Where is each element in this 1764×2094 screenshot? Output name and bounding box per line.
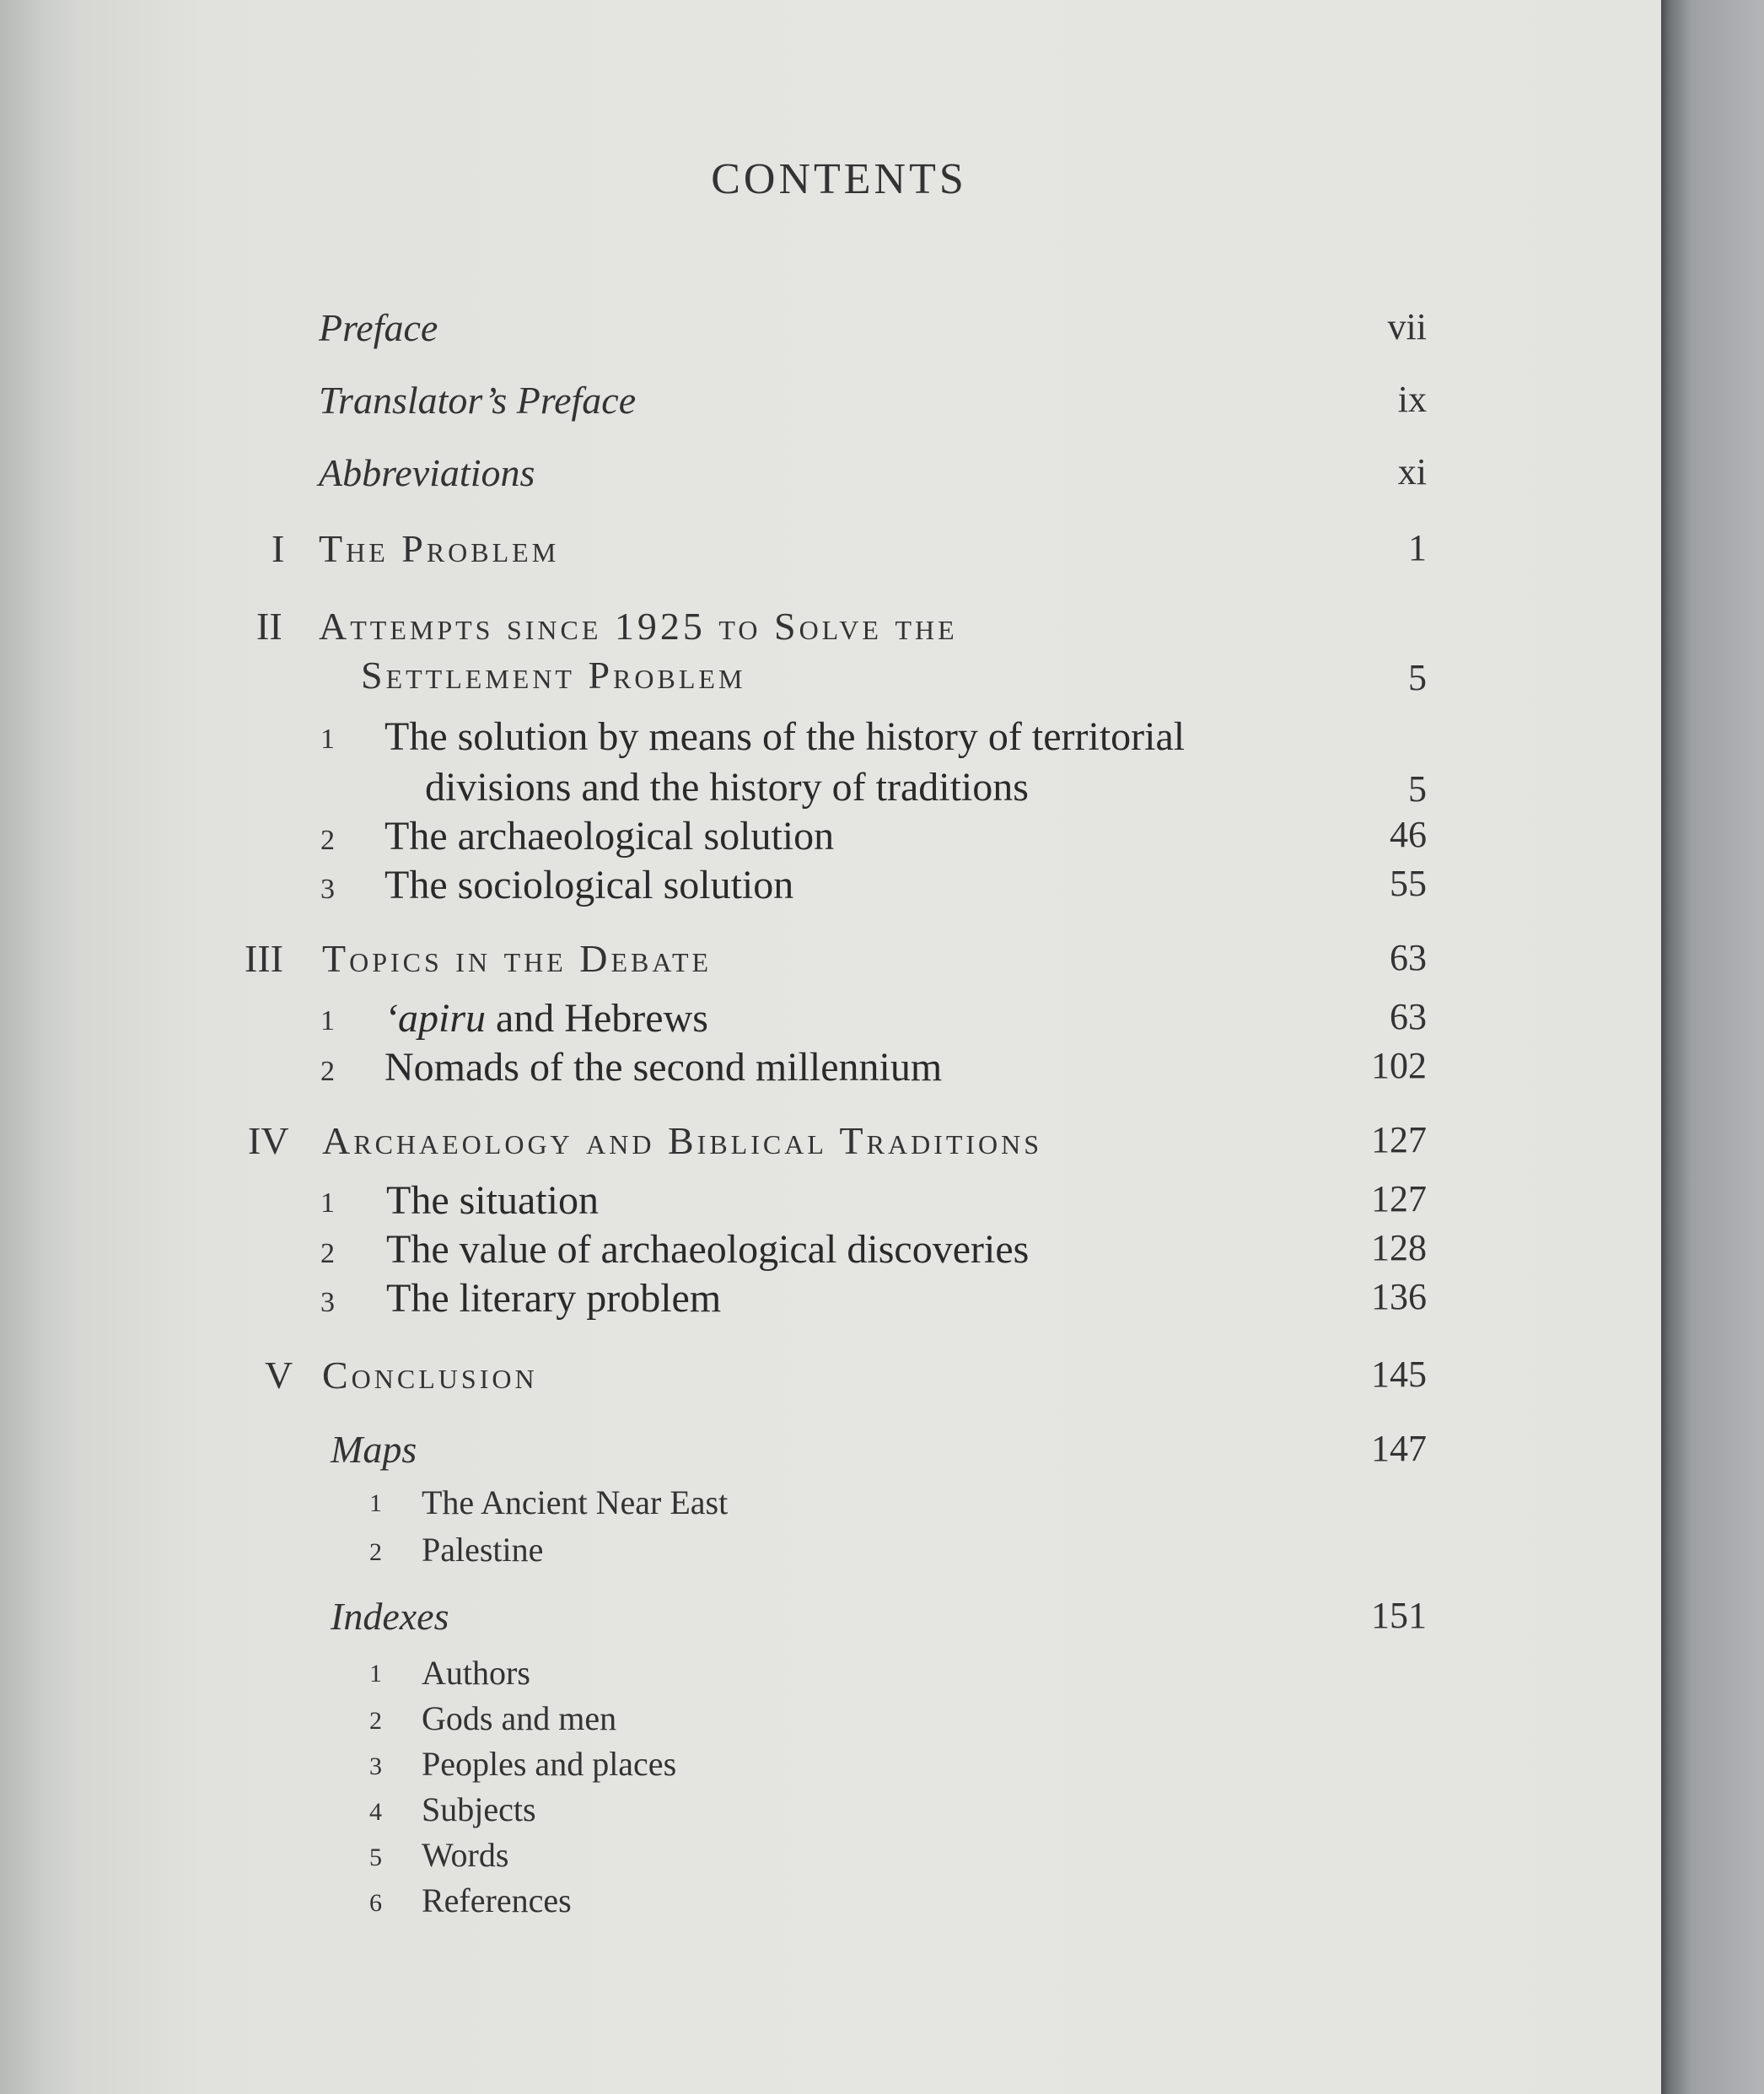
section-title: The value of archaeological discoveries [386,1227,1030,1272]
section-index: 1 [320,724,335,755]
contents-heading: CONTENTS [711,155,967,203]
toc-chapter-2-line-2 [245,653,1427,703]
toc-section-4-1 [319,1177,1427,1228]
section-page: 55 [1390,863,1427,904]
section-page: 136 [1371,1276,1427,1317]
page-edge-shadow [1661,0,1764,2094]
entry-title: Translator’s Preface [319,379,637,422]
toc-entry-abbreviations [319,450,1427,501]
section-index: 2 [320,1056,335,1087]
section-title: The literary problem [386,1276,722,1321]
section-index: 2 [320,825,335,856]
section-title: The solution by means of the history of territorial [385,714,1186,759]
entry-page: vii [1387,306,1427,347]
map-index: 1 [369,1489,382,1517]
chapter-numeral: IV [248,1119,289,1162]
chapter-title: Archaeology and Biblical Traditions [322,1119,1043,1162]
toc-chapter-5 [245,1353,1427,1403]
index-title: Peoples and places [422,1745,677,1783]
toc-index-1 [369,1653,1213,1704]
chapter-page: 145 [1371,1354,1427,1395]
chapter-page: 1 [1408,527,1427,568]
index-number: 4 [369,1798,382,1826]
index-title: Words [422,1836,509,1874]
chapter-title: Attempts since 1925 to Solve the [319,605,958,648]
toc-section-2-2 [319,813,1427,864]
indexes-page: 151 [1371,1595,1427,1636]
section-title-italic: ‘apiru [385,996,486,1041]
toc-chapter-3 [245,936,1427,987]
map-title: Palestine [422,1531,544,1569]
chapter-numeral: III [245,937,283,980]
section-page: 63 [1390,996,1427,1037]
toc-map-1 [369,1483,1213,1533]
toc-entry-translators-preface [319,378,1427,428]
chapter-numeral: V [265,1354,293,1397]
index-title: Subjects [422,1790,536,1828]
chapter-numeral: II [256,605,282,648]
section-title: The archaeological solution [385,814,835,859]
section-index: 1 [320,1005,335,1036]
toc-chapter-4 [245,1118,1427,1169]
toc-section-3-2 [319,1044,1427,1095]
chapter-title-continued: Settlement Problem [361,654,746,697]
index-title: Gods and men [422,1699,617,1737]
section-index: 3 [320,1287,335,1318]
toc-index-5 [369,1835,1213,1886]
index-title: References [422,1881,572,1919]
toc-entry-preface [319,305,1427,356]
toc-chapter-2-line-1 [245,604,1427,654]
chapter-numeral: I [272,527,285,570]
toc-chapter-1 [245,526,1427,577]
toc-section-2-3 [319,862,1427,912]
toc-map-2 [369,1530,1213,1580]
maps-page: 147 [1371,1428,1427,1469]
section-index: 1 [320,1187,335,1219]
chapter-page: 63 [1390,937,1427,978]
index-number: 3 [369,1752,382,1780]
entry-title: Preface [319,306,438,349]
toc-index-2 [369,1698,1213,1749]
toc-section-4-2 [319,1226,1427,1277]
toc-index-3 [369,1744,1213,1795]
section-title-continued: divisions and the history of traditions [425,765,1029,810]
toc-maps [331,1427,1427,1478]
map-index: 2 [369,1538,382,1566]
toc-section-2-1-line-1 [319,713,1427,764]
toc-indexes [331,1594,1427,1645]
section-page: 102 [1371,1045,1427,1086]
chapter-title: The Problem [319,527,560,570]
section-index: 2 [320,1238,335,1269]
index-number: 6 [369,1889,382,1917]
toc-index-4 [369,1790,1213,1840]
chapter-title: Topics in the Debate [322,937,713,980]
book-gutter-shadow [0,0,80,2094]
toc-section-4-3 [319,1275,1427,1326]
section-title: The sociological solution [385,863,794,907]
chapter-page: 5 [1408,657,1427,698]
map-title: The Ancient Near East [422,1483,729,1521]
section-page: 5 [1408,768,1427,810]
chapter-page: 127 [1371,1119,1427,1160]
toc-index-6 [369,1881,1213,1931]
section-page: 46 [1390,814,1427,855]
index-number: 2 [369,1707,382,1735]
section-page: 128 [1371,1227,1427,1268]
section-title: Nomads of the second millennium [385,1045,943,1090]
section-title: The situation [386,1178,599,1223]
index-number: 1 [369,1660,382,1688]
toc-section-2-1-line-2 [319,764,1427,815]
maps-title: Maps [331,1428,417,1471]
index-title: Authors [422,1654,530,1692]
section-index: 3 [320,874,335,905]
section-title [385,995,708,1042]
entry-page: ix [1397,379,1427,420]
section-title-rest: and Hebrews [486,996,708,1041]
indexes-title: Indexes [331,1595,449,1638]
toc-section-3-1 [319,995,1427,1046]
entry-page: xi [1397,451,1427,493]
section-page: 127 [1371,1178,1427,1219]
chapter-title: Conclusion [322,1354,538,1397]
index-number: 5 [369,1844,382,1871]
entry-title: Abbreviations [319,451,535,494]
